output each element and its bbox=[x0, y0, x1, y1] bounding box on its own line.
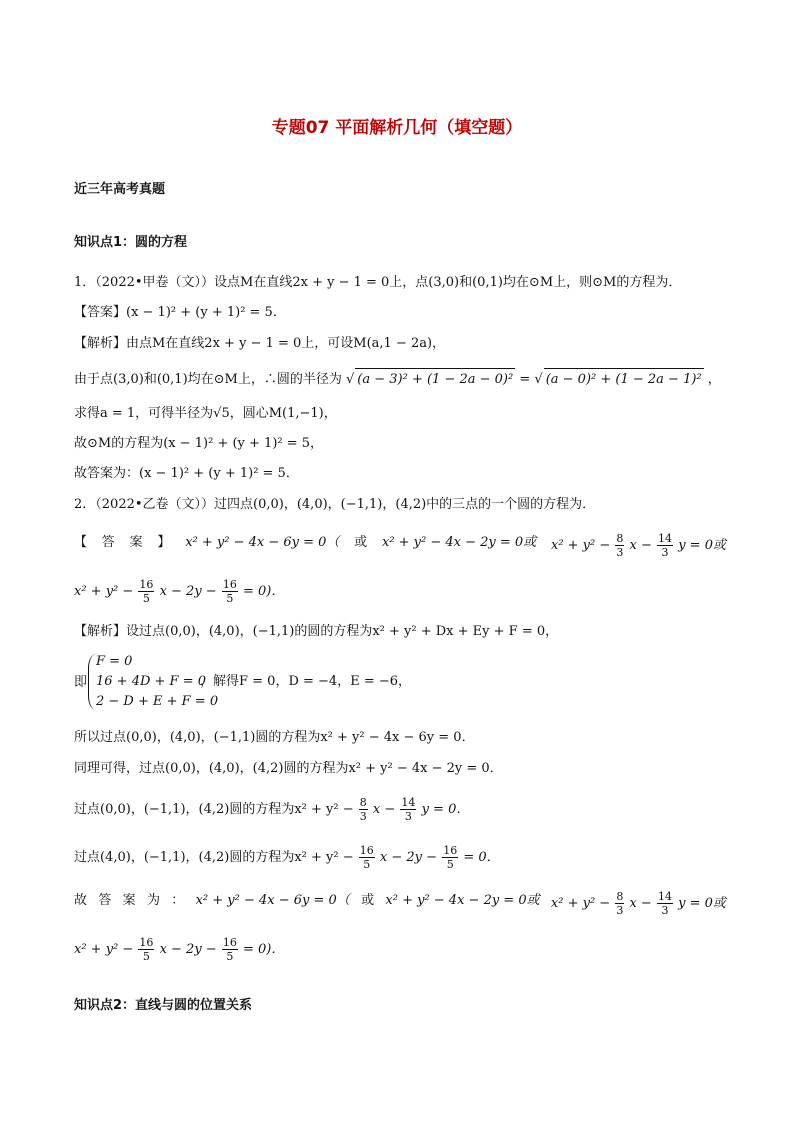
q1-stem: 1．（2022•甲卷（文））设点M在直线2x + y − 1 = 0上，点(3,0)和(0,1)均在⊙M上，则⊙M的方程为． bbox=[74, 275, 682, 290]
knowledge-point-2-heading: 知识点2：直线与圆的位置关系 bbox=[74, 998, 253, 1013]
section-heading: 近三年高考真题 bbox=[74, 182, 166, 197]
fraction: $\frac{8}{3}$ bbox=[359, 796, 367, 823]
q1-radius-sqrt-1: (a − 3)² + (1 − 2a − 0)² bbox=[355, 368, 515, 391]
answer-label-char: 】 bbox=[157, 535, 171, 550]
q2-stem: 2．（2022•乙卷（文））过四点(0,0)，(4,0)，(−1,1)，(4,2)中的三点的一个圆的方程为． bbox=[74, 497, 596, 512]
equals-sign: = bbox=[519, 372, 531, 387]
final-label-char: ： bbox=[171, 893, 185, 908]
fraction: $\frac{8}{3}$ bbox=[616, 890, 624, 917]
q1-analysis-line-2 bbox=[74, 368, 726, 391]
q2-ji-label: 即 bbox=[74, 675, 88, 690]
q2-solve-text: ，解得F = 0，D = −4，E = −6， bbox=[200, 674, 412, 689]
sqrt-sign: √ bbox=[345, 372, 355, 387]
answer-label-char: 答 bbox=[101, 535, 115, 550]
fraction: $\frac{16}{5}$ bbox=[443, 844, 458, 871]
fraction: $\frac{14}{3}$ bbox=[401, 796, 416, 823]
fraction: $\frac{16}{5}$ bbox=[359, 844, 374, 871]
fraction: $\frac{16}{5}$ bbox=[139, 578, 154, 605]
system-equation-3: 2 − D + E + F = 0 bbox=[96, 694, 219, 709]
fraction: $\frac{16}{5}$ bbox=[222, 578, 237, 605]
q2-final-line-1 bbox=[74, 890, 726, 917]
q2-answer-eq-3: x² + y² − $\frac{8}{3}$ x − $\frac{14}{3}$ y = 0或 bbox=[550, 532, 726, 559]
sqrt-sign: √ bbox=[534, 372, 543, 387]
q1-answer: 【答案】(x − 1)² + (y + 1)² = 5． bbox=[74, 305, 286, 320]
fraction: $\frac{16}{5}$ bbox=[139, 936, 154, 963]
fraction: $\frac{14}{3}$ bbox=[657, 890, 672, 917]
q2-final-line-2: x² + y² − $\frac{16}{5}$ x − 2y − $\frac{16}{5}$ = 0)． bbox=[74, 936, 285, 963]
knowledge-point-1-heading: 知识点1：圆的方程 bbox=[74, 235, 188, 250]
q2-final-eq-1: x² + y² − 4x − 6y = 0（ bbox=[195, 893, 350, 908]
system-equation-1: F = 0 bbox=[96, 654, 133, 669]
q1-radius-text: 由于点(3,0)和(0,1)均在⊙M上，∴圆的半径为 bbox=[74, 372, 342, 387]
page-title: 专题07 平面解析几何（填空题） bbox=[271, 118, 523, 138]
fraction: $\frac{14}{3}$ bbox=[658, 532, 673, 559]
q1-analysis-line-4: 故⊙M的方程为(x − 1)² + (y + 1)² = 5， bbox=[74, 436, 324, 451]
q2-analysis-line-5: 过点(0,0)，(−1,1)，(4,2)圆的方程为x² + y² − $\frac{8}{3}$ x − $\frac{14}{3}$ y = 0． bbox=[74, 796, 470, 823]
q2-answer-eq-1: x² + y² − 4x − 6y = 0（ bbox=[185, 535, 340, 550]
fraction: $\frac{8}{3}$ bbox=[616, 532, 624, 559]
q1-radius-sqrt-2: (a − 0)² + (1 − 2a − 1)² bbox=[544, 368, 704, 391]
q2-analysis-line-3: 所以过点(0,0)，(4,0)，(−1,1)圆的方程为x² + y² − 4x − 6y = 0． bbox=[74, 730, 475, 745]
q2-final-eq-3: x² + y² − $\frac{8}{3}$ x − $\frac{14}{3}$ y = 0或 bbox=[550, 890, 726, 917]
fraction: $\frac{16}{5}$ bbox=[222, 936, 237, 963]
or-text: 或 bbox=[361, 893, 375, 908]
q2-analysis-line-4: 同理可得，过点(0,0)，(4,0)，(4,2)圆的方程为x² + y² − 4x − 2y = 0． bbox=[74, 761, 503, 776]
final-label-char: 案 bbox=[122, 893, 136, 908]
final-label-char: 答 bbox=[98, 893, 112, 908]
q2-analysis-line-1: 【解析】设过点(0,0)，(4,0)，(−1,1)的圆的方程为x² + y² + Dx + Ey + F = 0， bbox=[74, 624, 559, 639]
q1-analysis-line-3: 求得a = 1，可得半径为√5，圆心M(1,−1)， bbox=[74, 406, 337, 421]
q1-analysis-line-1: 【解析】由点M在直线2x + y − 1 = 0上，可设M(a,1 − 2a)， bbox=[74, 336, 446, 351]
final-label-char: 为 bbox=[146, 893, 160, 908]
q2-answer-line-2: x² + y² − $\frac{16}{5}$ x − 2y − $\frac{16}{5}$ = 0)． bbox=[74, 578, 285, 605]
q2-answer-eq-2: x² + y² − 4x − 2y = 0或 bbox=[381, 535, 537, 550]
comma: ， bbox=[707, 372, 721, 387]
or-text: 或 bbox=[354, 535, 368, 550]
system-equation-2: 16 + 4D + F = 0 bbox=[96, 674, 206, 689]
q2-final-eq-2: x² + y² − 4x − 2y = 0或 bbox=[385, 893, 540, 908]
answer-label-char: 【 bbox=[74, 535, 88, 550]
q2-analysis-line-6: 过点(4,0)，(−1,1)，(4,2)圆的方程为x² + y² − $\frac{16}{5}$ x − 2y − $\frac{16}{5}$ = 0． bbox=[74, 844, 500, 871]
answer-label-char: 案 bbox=[129, 535, 143, 550]
q1-analysis-line-5: 故答案为：(x − 1)² + (y + 1)² = 5． bbox=[74, 466, 299, 481]
q2-answer-line-1 bbox=[74, 532, 726, 559]
final-label-char: 故 bbox=[74, 893, 88, 908]
